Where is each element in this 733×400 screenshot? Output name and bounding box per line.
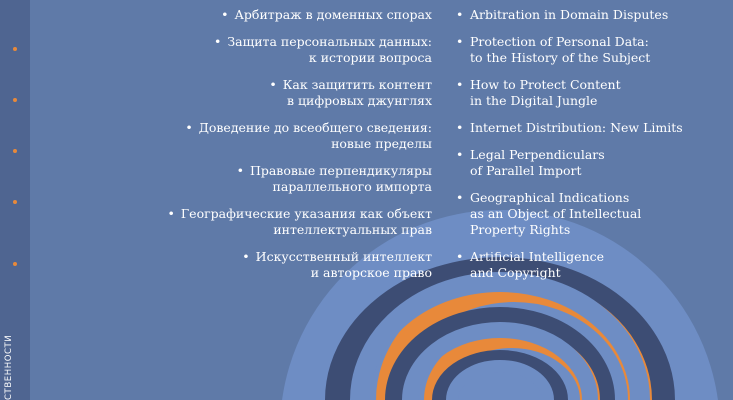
article-en-item <box>456 249 716 281</box>
article-ru-text: интеллектуальных прав <box>273 222 432 237</box>
article-en-line <box>456 190 716 206</box>
bullet-icon: • <box>456 147 464 162</box>
bullet-icon: • <box>269 77 277 92</box>
spine-dot <box>13 262 17 266</box>
bullet-icon: • <box>167 206 175 221</box>
article-en-line <box>456 120 716 136</box>
article-ru-text: и авторское право <box>310 265 432 280</box>
article-en-item <box>456 34 716 66</box>
article-ru-item <box>160 34 432 66</box>
article-en-text: as an Object of Intellectual <box>470 206 642 221</box>
spine-title: СТВЕННОСТИ <box>4 334 14 400</box>
article-ru-line <box>160 77 432 93</box>
bullet-icon: • <box>456 34 464 49</box>
bullet-icon: • <box>236 163 244 178</box>
article-en-text: of Parallel Import <box>470 163 582 178</box>
article-en-line <box>456 34 716 50</box>
article-ru-line <box>160 179 432 195</box>
article-ru-item <box>160 206 432 238</box>
article-en-line <box>470 50 716 66</box>
article-ru-item <box>160 120 432 152</box>
article-en-line <box>456 77 716 93</box>
bullet-icon: • <box>456 77 464 92</box>
article-en-text: Internet Distribution: New Limits <box>470 120 683 135</box>
article-ru-text: Искусственный интеллект <box>255 249 432 264</box>
article-en-item <box>456 190 716 238</box>
article-en-text: Legal Perpendiculars <box>470 147 605 162</box>
spine-strip <box>0 0 30 400</box>
article-ru-text: Арбитраж в доменных спорах <box>234 7 432 22</box>
article-en-text: to the History of the Subject <box>470 50 651 65</box>
article-en-item <box>456 120 716 136</box>
article-en-text: Geographical Indications <box>470 190 630 205</box>
bullet-icon: • <box>456 190 464 205</box>
bullet-icon: • <box>221 7 229 22</box>
article-ru-line <box>160 120 432 136</box>
article-en-line <box>470 206 716 222</box>
bullet-icon: • <box>456 249 464 264</box>
article-en-item <box>456 77 716 109</box>
article-en-line <box>470 93 716 109</box>
article-en-text: and Copyright <box>470 265 561 280</box>
article-ru-line <box>160 93 432 109</box>
article-ru-line <box>160 163 432 179</box>
article-en-text: How to Protect Content <box>470 77 621 92</box>
spine-dot <box>13 200 17 204</box>
article-en-item <box>456 147 716 179</box>
article-en-text: Protection of Personal Data: <box>470 34 649 49</box>
article-en-line <box>456 7 716 23</box>
article-ru-item <box>160 249 432 281</box>
article-ru-text: новые пределы <box>331 136 432 151</box>
articles-list-english <box>456 7 716 281</box>
article-ru-line <box>160 7 432 23</box>
article-ru-text: Доведение до всеобщего сведения: <box>198 120 432 135</box>
article-en-text: Artificial Intelligence <box>470 249 605 264</box>
article-ru-text: Защита персональных данных: <box>227 34 432 49</box>
article-en-line <box>470 222 716 238</box>
article-ru-text: Правовые перпендикуляры <box>249 163 432 178</box>
bullet-icon: • <box>242 249 250 264</box>
article-ru-line <box>160 249 432 265</box>
article-ru-text: в цифровых джунглях <box>286 93 432 108</box>
article-ru-item <box>160 77 432 109</box>
article-ru-item <box>160 163 432 195</box>
article-ru-line <box>160 34 432 50</box>
article-en-line <box>470 265 716 281</box>
article-ru-text: Как защитить контент <box>282 77 432 92</box>
article-ru-item <box>160 7 432 23</box>
article-en-line <box>456 249 716 265</box>
article-ru-line <box>160 265 432 281</box>
spine-dot <box>13 98 17 102</box>
article-en-item <box>456 7 716 23</box>
article-en-line <box>470 163 716 179</box>
bullet-icon: • <box>185 120 193 135</box>
article-en-text: Property Rights <box>470 222 571 237</box>
article-en-text: in the Digital Jungle <box>470 93 598 108</box>
bullet-icon: • <box>213 34 222 49</box>
article-ru-text: Географические указания как объект <box>180 206 432 221</box>
article-ru-text: параллельного импорта <box>272 179 432 194</box>
spine-dot <box>13 149 17 153</box>
article-ru-line <box>160 222 432 238</box>
spine-dot <box>13 47 17 51</box>
articles-list-russian <box>160 7 432 281</box>
article-en-text: Arbitration in Domain Disputes <box>470 7 669 22</box>
article-ru-line <box>160 50 432 66</box>
bullet-icon: • <box>456 7 464 22</box>
bullet-icon: • <box>456 120 464 135</box>
article-ru-line <box>160 206 432 222</box>
article-en-line <box>456 147 716 163</box>
article-ru-text: к истории вопроса <box>308 50 432 65</box>
article-ru-line <box>160 136 432 152</box>
